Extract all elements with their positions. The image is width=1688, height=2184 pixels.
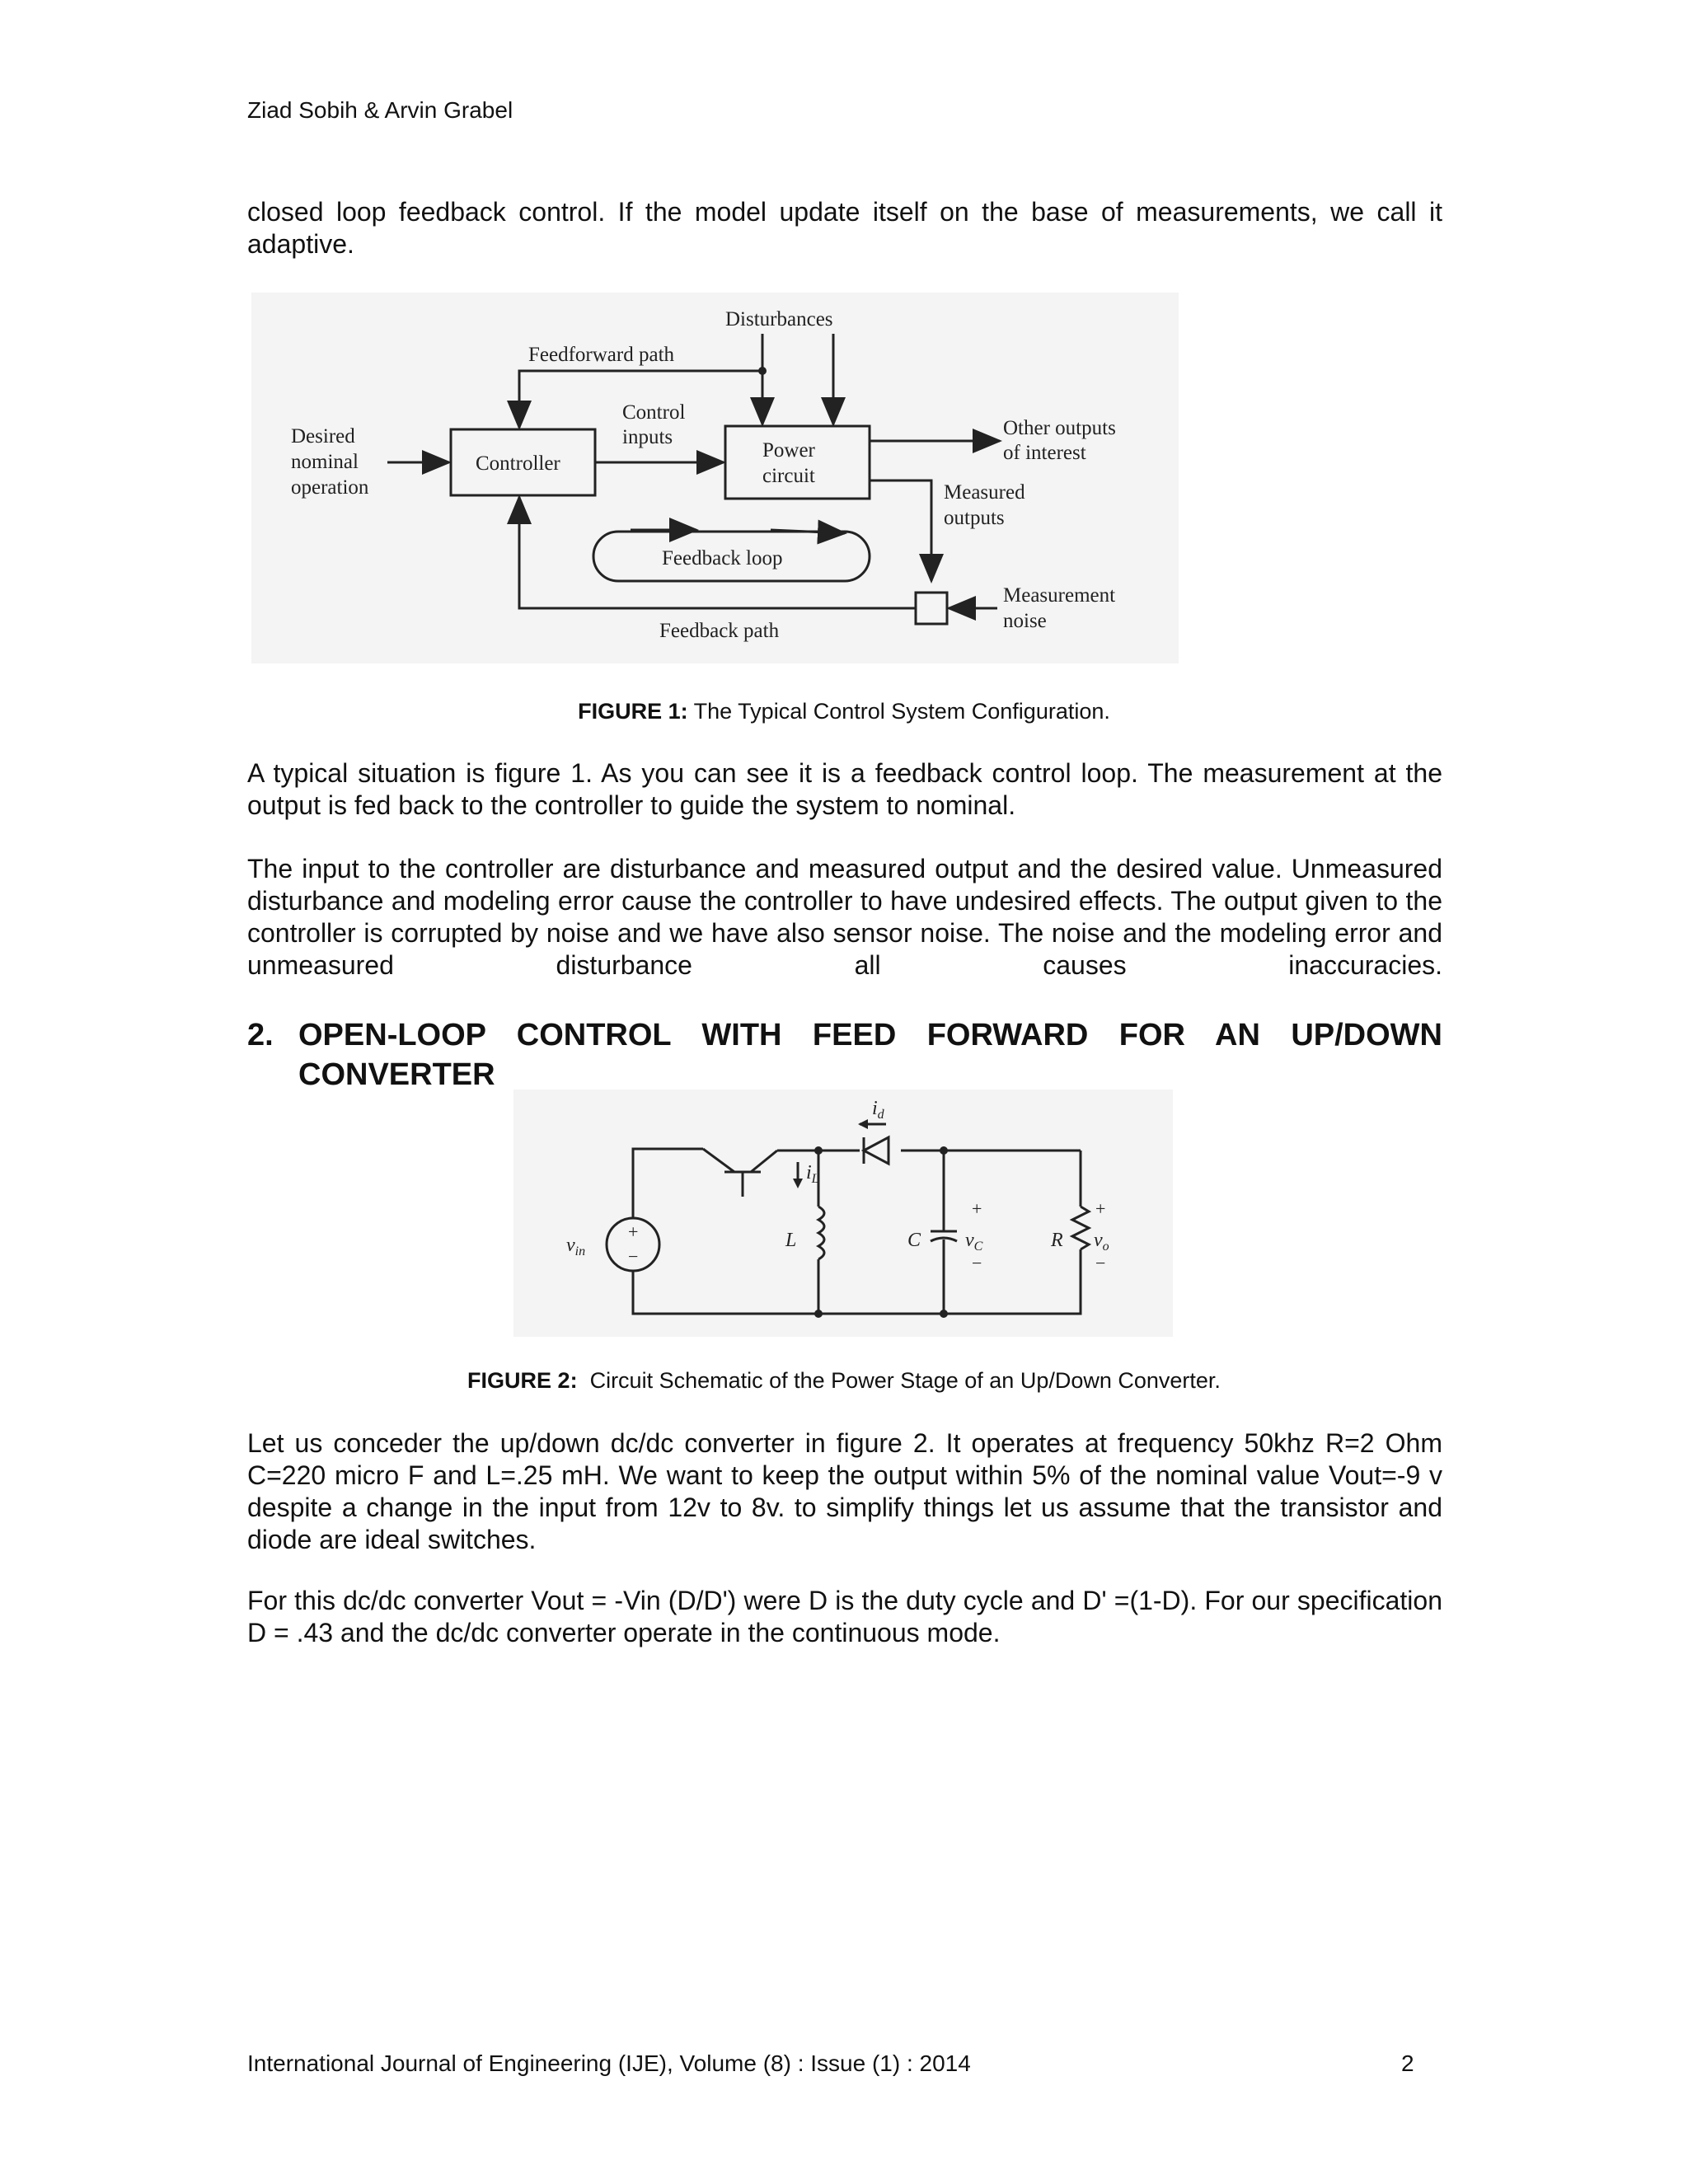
label-feedback-path: Feedback path xyxy=(659,620,780,642)
label-disturbances: Disturbances xyxy=(725,308,833,330)
converter-paragraph: Let us conceder the up/down dc/dc converter in figure 2. It operates at frequency 50khz R=2 Ohm C=220 micro F and L=.25 mH. We want to keep the output within 5% of the nominal value Vout=-9 v despite a change in the input from 12v to 8v. to simplify things let us assume that the transistor and diode are ideal switches. xyxy=(247,1428,1442,1554)
label-measurement: Measurement xyxy=(1003,584,1116,607)
label-operation: operation xyxy=(291,476,369,499)
figure1-caption-text: The Typical Control System Configuration. xyxy=(687,699,1110,724)
label-inputs: inputs xyxy=(622,426,673,448)
duty-cycle-paragraph: For this dc/dc converter Vout = -Vin (D/D') were D is the duty cycle and D' =(1-D). For our specification D = .43 and the dc/dc converter operate in the continuous mode. xyxy=(247,1586,1442,1647)
label-vin: $v_{in}$ xyxy=(566,1235,586,1258)
journal-footer: International Journal of Engineering (IJE), Volume (8) : Issue (1) : 2014 xyxy=(247,2050,971,2076)
label-feedforward-path: Feedforward path xyxy=(528,344,675,366)
vo-plus: + xyxy=(1095,1198,1106,1219)
label-outputs: outputs xyxy=(944,507,1005,529)
vc-minus: − xyxy=(972,1253,982,1273)
figure2-converter-schematic xyxy=(513,1090,1173,1337)
label-C: C xyxy=(907,1230,921,1251)
source-minus: − xyxy=(628,1246,639,1267)
label-control: Control xyxy=(622,401,686,424)
running-header: Ziad Sobih & Arvin Grabel xyxy=(247,97,513,123)
label-desired: Desired xyxy=(291,425,355,448)
section-2-number: 2. xyxy=(247,1018,274,1052)
figure1-control-system-diagram xyxy=(251,293,1179,663)
source-plus: + xyxy=(628,1221,639,1242)
figure1-caption-label: FIGURE 1: xyxy=(578,699,688,724)
label-circuit: circuit xyxy=(762,465,815,487)
vc-plus: + xyxy=(972,1198,982,1219)
controller-inputs-paragraph: The input to the controller are disturbance and measured output and the desired value. Unmeasured disturbance and modeling error cause the controller to have undesired effects. The output given to the controller is corrupted by noise and we have also sensor noise. The noise and the modeling error and unmeasured disturbance all causes inaccuracies. xyxy=(247,854,1442,980)
figure1-discussion-paragraph: A typical situation is figure 1. As you can see it is a feedback control loop. The measurement at the output is fed back to the controller to guide the system to nominal. xyxy=(247,758,1442,820)
page-number: 2 xyxy=(1401,2050,1414,2076)
label-L: L xyxy=(785,1230,797,1251)
label-measured: Measured xyxy=(944,481,1025,504)
label-noise: noise xyxy=(1003,610,1047,632)
label-feedback-loop: Feedback loop xyxy=(662,547,783,569)
label-R: R xyxy=(1051,1230,1063,1251)
label-other-outputs: Other outputs xyxy=(1003,417,1116,439)
label-id: $i_d$ xyxy=(872,1098,884,1122)
label-vo: $v_o$ xyxy=(1094,1230,1109,1254)
label-power: Power xyxy=(762,439,815,462)
figure2-caption xyxy=(0,1368,1688,1394)
section-2-title: OPEN-LOOP CONTROL WITH FEED FORWARD FOR AN UP/DOWN CONVERTER xyxy=(298,1018,1442,1092)
intro-paragraph: closed loop feedback control. If the model update itself on the base of measurements, we call it adaptive. xyxy=(247,197,1442,259)
label-vc: $v_C$ xyxy=(965,1230,983,1254)
section-2-heading xyxy=(247,1015,1442,1094)
label-nominal: nominal xyxy=(291,451,359,473)
figure2-caption-label: FIGURE 2: xyxy=(467,1368,578,1393)
figure2-caption-text: Circuit Schematic of the Power Stage of an Up/Down Converter. xyxy=(577,1368,1221,1393)
figure2-background xyxy=(513,1090,1173,1337)
label-of-interest: of interest xyxy=(1003,442,1086,464)
label-controller: Controller xyxy=(476,452,560,475)
figure1-caption xyxy=(0,699,1688,724)
label-il: $i_L$ xyxy=(806,1162,819,1186)
vo-minus: − xyxy=(1095,1253,1106,1273)
